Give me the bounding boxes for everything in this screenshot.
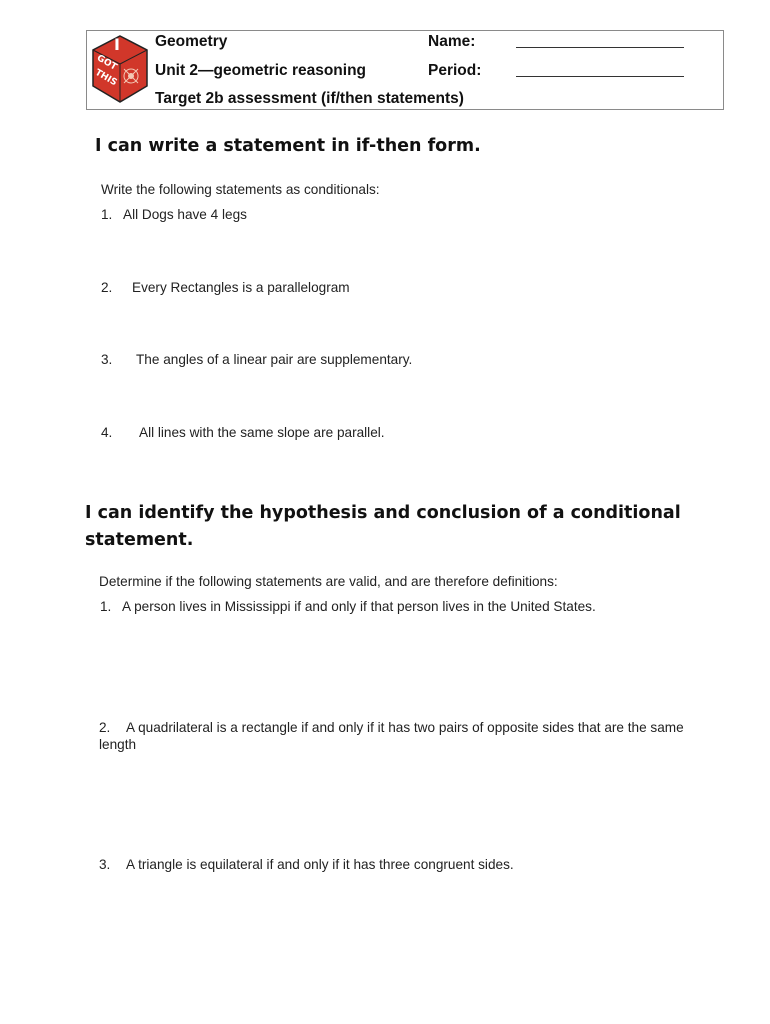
s1-item2-number: 2. (101, 280, 113, 295)
section2-heading-line2: statement. (85, 530, 194, 550)
s1-item4-text: All lines with the same slope are parallel. (139, 425, 385, 440)
name-label: Name: (428, 33, 476, 50)
course-title: Geometry (155, 33, 228, 50)
s2-item2-text: A quadrilateral is a rectangle if and only if it has two pairs of opposite sides that are the same (126, 720, 684, 735)
s2-item1-text: A person lives in Mississippi if and only if that person lives in the United States. (122, 599, 596, 614)
s2-item1-number: 1. (100, 599, 112, 614)
s2-item2-text-continued: length (99, 737, 137, 752)
logo-lettering (91, 34, 149, 104)
s1-item1-number: 1. (101, 207, 113, 222)
section1-heading: I can write a statement in if-then form. (95, 136, 481, 156)
s1-item4-number: 4. (101, 425, 113, 440)
target-title: Target 2b assessment (if/then statements) (155, 90, 464, 107)
logo-letter-i: I (114, 35, 120, 54)
s2-item3-number: 3. (99, 857, 111, 872)
s2-item2-number: 2. (99, 720, 111, 735)
logo-word-this: THIS (93, 67, 119, 89)
section1-instruction: Write the following statements as conditionals: (101, 182, 380, 197)
period-field[interactable] (516, 76, 684, 77)
period-label: Period: (428, 62, 482, 79)
unit-title: Unit 2—geometric reasoning (155, 62, 367, 79)
section2-heading-line1: I can identify the hypothesis and conclusion of a conditional (85, 503, 681, 523)
s1-item2-text: Every Rectangles is a parallelogram (132, 280, 350, 295)
section2-instruction: Determine if the following statements are valid, and are therefore definitions: (99, 574, 558, 589)
name-field[interactable] (516, 47, 684, 48)
s1-item3-number: 3. (101, 352, 113, 367)
s2-item3-text: A triangle is equilateral if and only if it has three congruent sides. (126, 857, 514, 872)
s1-item3-text: The angles of a linear pair are supplementary. (136, 352, 413, 367)
s1-item1-text: All Dogs have 4 legs (123, 207, 247, 222)
logo-word-got: GOT (94, 53, 119, 73)
